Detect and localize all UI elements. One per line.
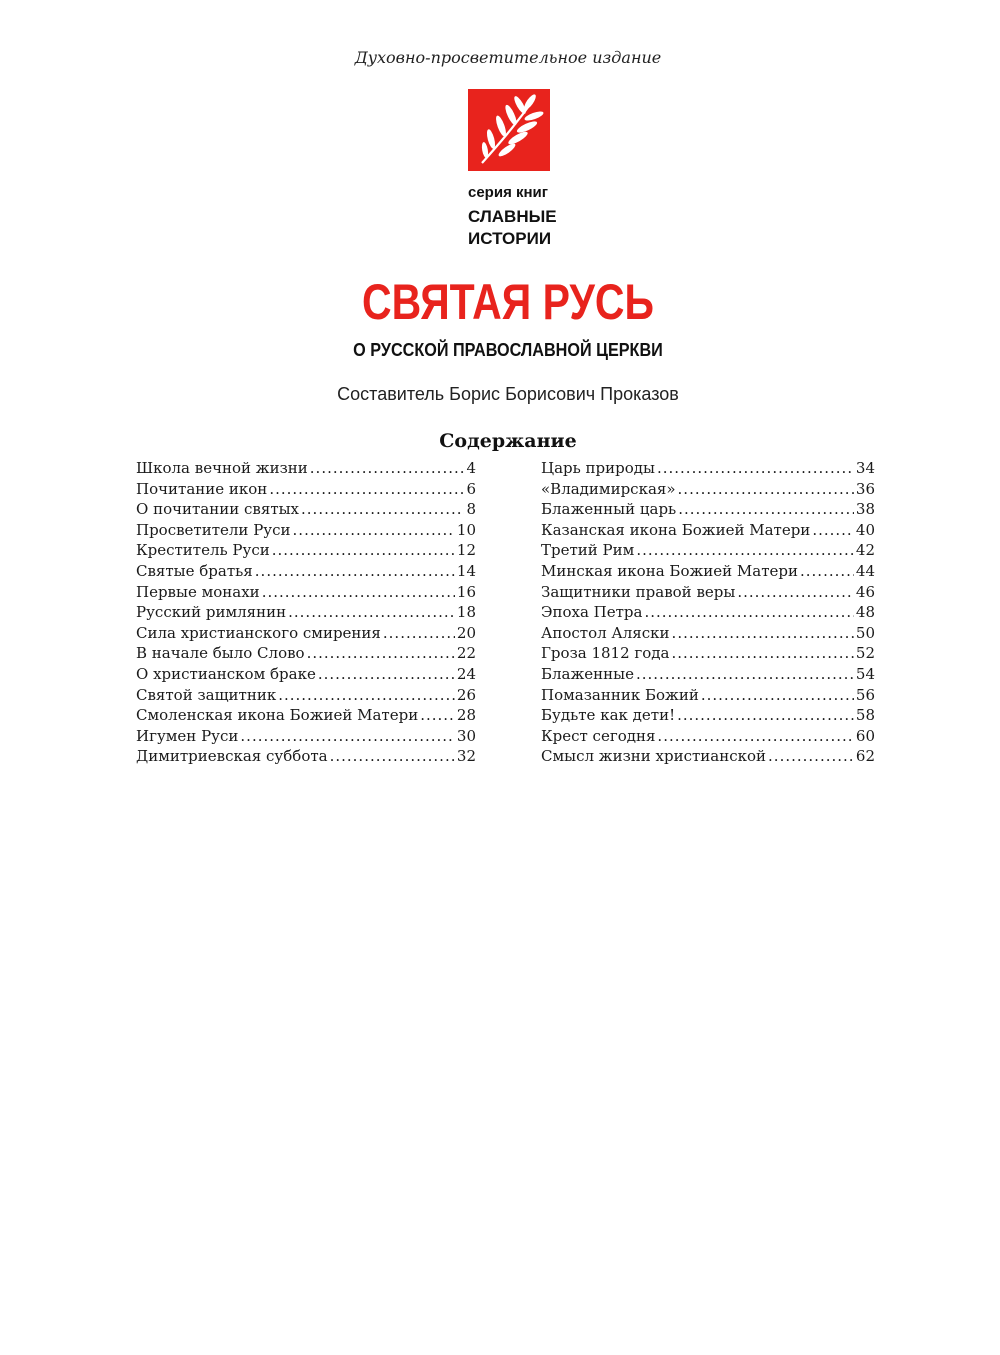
toc-entry-page: 18 xyxy=(456,603,476,622)
toc-leader-dots xyxy=(330,746,455,767)
toc-entry xyxy=(541,643,875,664)
toc-entry-page: 60 xyxy=(855,726,875,745)
toc-leader-dots xyxy=(636,664,854,685)
toc-entry-page: 56 xyxy=(855,685,875,704)
toc-entry xyxy=(541,685,875,706)
toc-entry xyxy=(541,746,875,767)
toc-leader-dots xyxy=(737,582,854,603)
toc-leader-dots xyxy=(644,602,853,623)
toc-entry-page: 26 xyxy=(456,685,476,704)
toc-leader-dots xyxy=(678,479,854,500)
toc-entry-title: «Владимирская» xyxy=(541,479,676,498)
toc-heading: Содержание xyxy=(439,430,577,452)
toc-entry xyxy=(136,685,476,706)
toc-leader-dots xyxy=(269,479,464,500)
toc-leader-dots xyxy=(677,705,854,726)
toc-entry-page: 48 xyxy=(855,603,875,622)
toc-entry-title: Креститель Руси xyxy=(136,541,270,560)
toc-leader-dots xyxy=(420,705,455,726)
toc-entry-page: 24 xyxy=(456,664,476,683)
toc-entry xyxy=(136,705,476,726)
compiler-credit: Составитель Борис Борисович Проказов xyxy=(337,384,679,404)
toc-entry-title: Помазанник Божий xyxy=(541,685,699,704)
toc-entry-page: 54 xyxy=(855,664,875,683)
toc-entry-title: Будьте как дети! xyxy=(541,706,676,725)
toc-entry-title: О почитании святых xyxy=(136,500,300,519)
toc-entry xyxy=(136,458,476,479)
book-subtitle: О РУССКОЙ ПРАВОСЛАВНОЙ ЦЕРКВИ xyxy=(353,340,663,360)
toc-entry-page: 22 xyxy=(456,644,476,663)
toc-leader-dots xyxy=(701,685,854,706)
toc-entry-page: 28 xyxy=(456,706,476,725)
toc-leader-dots xyxy=(301,499,464,520)
toc-leader-dots xyxy=(310,458,465,479)
toc-entry-page: 52 xyxy=(855,644,875,663)
toc-entry-page: 6 xyxy=(466,479,476,498)
toc-entry-page: 46 xyxy=(855,582,875,601)
toc-entry-title: Минская икона Божией Матери xyxy=(541,561,798,580)
toc-entry-page: 58 xyxy=(855,706,875,725)
toc-entry xyxy=(136,479,476,500)
toc-entry-title: Просветители Руси xyxy=(136,520,291,539)
toc-entry xyxy=(541,520,875,541)
series-name-line-2: ИСТОРИИ xyxy=(468,229,552,248)
toc-entry xyxy=(136,664,476,685)
toc-entry-page: 20 xyxy=(456,623,476,642)
toc-entry xyxy=(136,623,476,644)
toc-entry-title: Святой защитник xyxy=(136,685,277,704)
toc-entry xyxy=(541,540,875,561)
toc-entry-title: Димитриевская суббота xyxy=(136,747,328,766)
toc-entry xyxy=(541,664,875,685)
toc-entry-title: Блаженный царь xyxy=(541,500,677,519)
toc-entry-page: 14 xyxy=(456,561,476,580)
toc-leader-dots xyxy=(812,520,854,541)
toc-entry-title: Почитание икон xyxy=(136,479,268,498)
toc-leader-dots xyxy=(255,561,455,582)
toc-entry-title: Апостол Аляски xyxy=(541,623,670,642)
toc-entry-title: О христианском браке xyxy=(136,664,316,683)
series-caption: серия книг xyxy=(468,184,549,201)
toc-entry xyxy=(541,705,875,726)
toc-entry-title: Гроза 1812 года xyxy=(541,644,670,663)
toc-entry-title: Эпоха Петра xyxy=(541,603,643,622)
toc-entry-title: Игумен Руси xyxy=(136,726,239,745)
toc-leader-dots xyxy=(240,726,455,747)
toc-leader-dots xyxy=(293,520,455,541)
olive-branch-icon xyxy=(468,89,550,171)
toc-entry-title: Смысл жизни христианской xyxy=(541,747,767,766)
toc-entry-title: Сила христианского смирения xyxy=(136,623,381,642)
toc-entry-title: Святые братья xyxy=(136,561,253,580)
toc-column-left xyxy=(136,458,476,767)
toc-entry-page: 38 xyxy=(855,500,875,519)
toc-leader-dots xyxy=(671,643,853,664)
toc-leader-dots xyxy=(288,602,455,623)
toc-entry-page: 50 xyxy=(855,623,875,642)
toc-entry xyxy=(136,602,476,623)
toc-entry-page: 10 xyxy=(456,520,476,539)
toc-leader-dots xyxy=(318,664,455,685)
series-name xyxy=(468,206,557,250)
edition-note: Духовно-просветительное издание xyxy=(354,48,662,67)
toc-entry xyxy=(136,582,476,603)
toc-entry-title: Смоленская икона Божией Матери xyxy=(136,706,419,725)
toc-leader-dots xyxy=(278,685,455,706)
toc-leader-dots xyxy=(768,746,854,767)
toc-leader-dots xyxy=(800,561,854,582)
book-title: СВЯТАЯ РУСЬ xyxy=(362,274,654,330)
toc-entry-page: 4 xyxy=(466,459,476,477)
toc-entry xyxy=(136,726,476,747)
toc-entry-title: Русский римлянин xyxy=(136,603,287,622)
toc-entry xyxy=(136,520,476,541)
toc-entry-title: Третий Рим xyxy=(541,541,635,560)
toc-leader-dots xyxy=(657,458,854,479)
toc-leader-dots xyxy=(272,540,455,561)
toc-entry-page: 62 xyxy=(855,747,875,766)
toc-leader-dots xyxy=(307,643,455,664)
toc-entry-title: Блаженные xyxy=(541,664,634,683)
toc-entry xyxy=(136,746,476,767)
toc-entry xyxy=(541,726,875,747)
toc-entry xyxy=(541,561,875,582)
toc-leader-dots xyxy=(383,623,455,644)
toc-entry xyxy=(541,458,875,479)
toc-entry xyxy=(136,499,476,520)
series-logo xyxy=(468,89,550,171)
toc-entry xyxy=(541,479,875,500)
toc-leader-dots xyxy=(657,726,853,747)
toc-entry xyxy=(541,602,875,623)
toc-entry xyxy=(541,623,875,644)
toc-entry xyxy=(541,582,875,603)
toc-entry xyxy=(136,643,476,664)
toc-entry-page: 44 xyxy=(855,561,875,580)
toc-entry-page: 32 xyxy=(456,747,476,766)
toc-entry-title: В начале было Слово xyxy=(136,644,305,663)
toc-entry-page: 8 xyxy=(466,500,476,519)
toc-entry-page: 16 xyxy=(456,582,476,601)
toc-leader-dots xyxy=(672,623,854,644)
toc-entry-page: 34 xyxy=(855,459,875,477)
toc-entry xyxy=(136,540,476,561)
toc-entry-page: 36 xyxy=(855,479,875,498)
toc-entry-page: 12 xyxy=(456,541,476,560)
toc-entry-title: Царь природы xyxy=(541,459,655,477)
toc-leader-dots xyxy=(678,499,854,520)
toc-entry xyxy=(541,499,875,520)
toc-entry-page: 30 xyxy=(456,726,476,745)
toc-leader-dots xyxy=(262,582,455,603)
toc-entry-title: Казанская икона Божией Матери xyxy=(541,520,811,539)
toc-column-right xyxy=(541,458,875,767)
toc-entry-title: Защитники правой веры xyxy=(541,582,736,601)
toc-leader-dots xyxy=(636,540,854,561)
toc-entry xyxy=(136,561,476,582)
toc-entry-title: Крест сегодня xyxy=(541,726,656,745)
toc-entry-page: 42 xyxy=(855,541,875,560)
toc-entry-title: Школа вечной жизни xyxy=(136,459,308,477)
toc-entry-page: 40 xyxy=(855,520,875,539)
toc-entry-title: Первые монахи xyxy=(136,582,260,601)
series-name-line-1: СЛАВНЫЕ xyxy=(468,207,557,226)
